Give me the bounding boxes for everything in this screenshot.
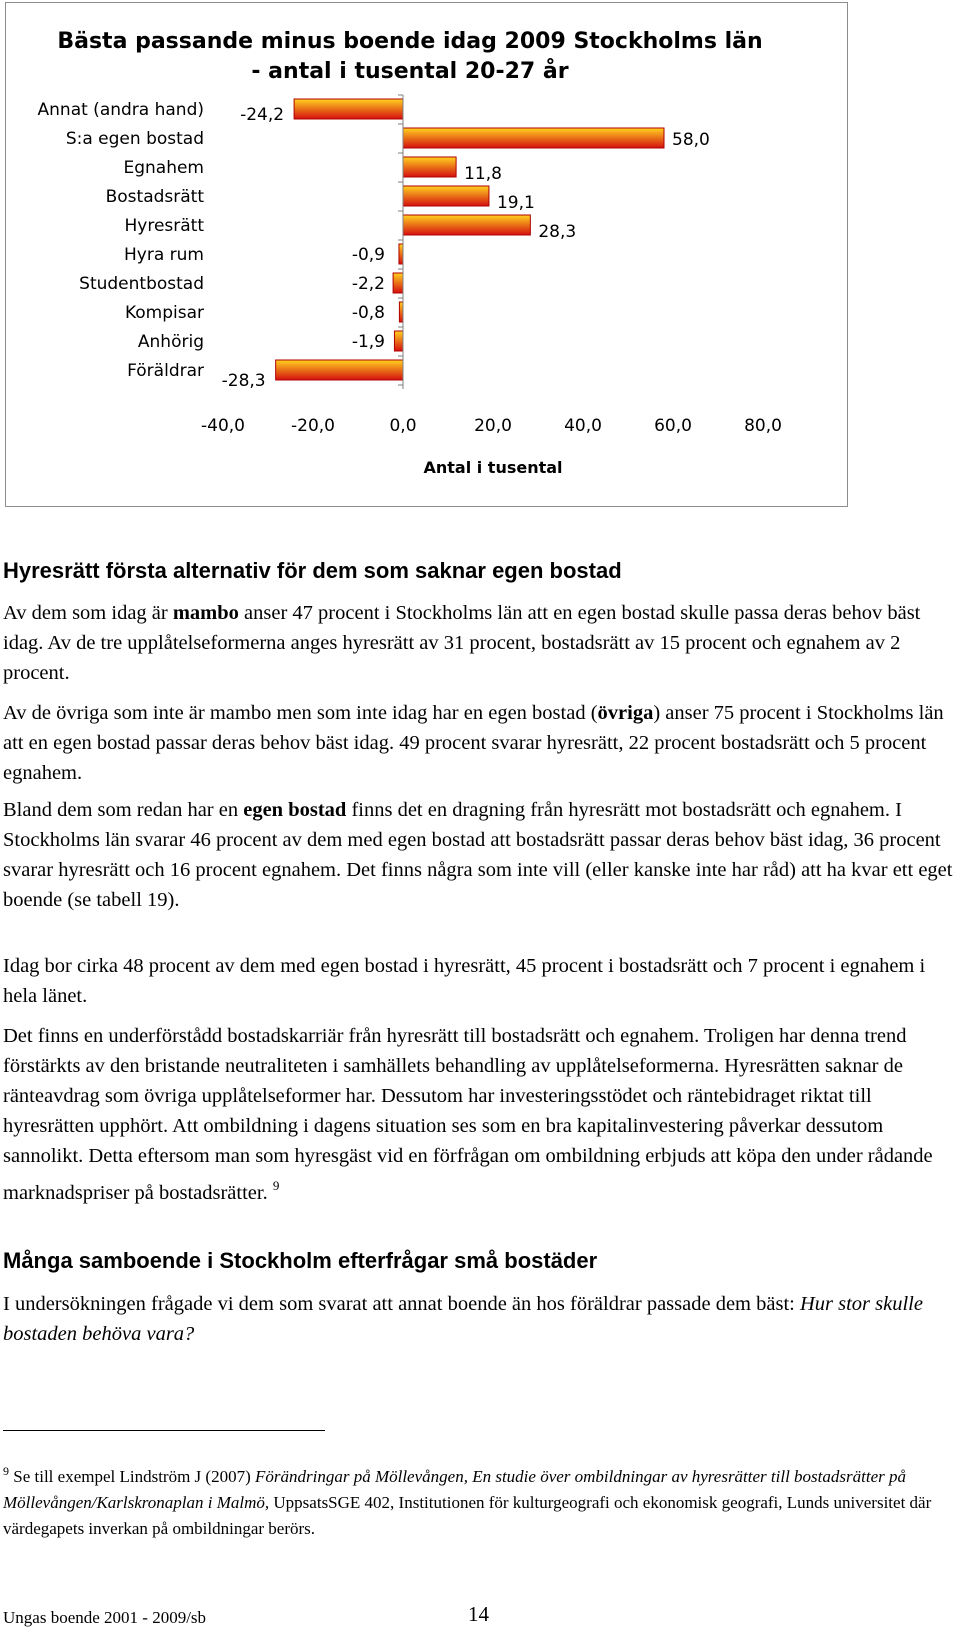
category-label-bostadsrätt: Bostadsrätt xyxy=(105,187,204,207)
x-tick-label: 80,0 xyxy=(744,416,782,436)
x-tick-label: -20,0 xyxy=(291,416,335,436)
bar-hyra-rum xyxy=(399,244,403,264)
paragraph-idag-bor: Idag bor cirka 48 procent av dem med egen bostad i hyresrätt, 45 procent i bostadsrätt och 7 procent i egnahem i hela länet. xyxy=(3,955,926,1007)
bar-s-a-egen-bostad xyxy=(403,128,664,148)
paragraph-bostadskarriar xyxy=(3,1021,958,1208)
bar-hyresrätt xyxy=(403,215,530,235)
p5-text-a: Det finns en underförstådd bostadskarriär från hyresrätt till bostadsrätt och egnahem. Troligen har denna trend förstärkts av den bristande neutraliteten i samhällets behandling av upplåtelseformerna. Hyresrätten saknar de ränteavdrag som övriga upplåtelseformer har. Dessutom har investeringsstödet och räntebidraget riktat till hyresrätten upphört. Att ombildning i dagens situation ses som en bra kapitalinvestering påverkar dessutom sannolikt. Detta eftersom man som hyresgäst vid en förfrågan om ombildning erbjuds att köpa den under rådande marknadspriser på bostadsrätter. xyxy=(3,1025,933,1204)
value-label-studentbostad: -2,2 xyxy=(351,274,385,294)
category-label-annat-andra-hand: Annat (andra hand) xyxy=(37,100,204,120)
x-tick-label: -40,0 xyxy=(201,416,245,436)
value-label-egnahem: 11,8 xyxy=(464,164,502,184)
category-label-föräldrar: Föräldrar xyxy=(127,361,204,381)
category-label-studentbostad: Studentbostad xyxy=(79,274,204,294)
paragraph-egen-bostad xyxy=(3,795,958,915)
x-axis-label: Antal i tusental xyxy=(423,458,563,477)
x-tick-label: 0,0 xyxy=(389,416,417,436)
category-label-anhörig: Anhörig xyxy=(137,332,204,352)
x-tick-label: 40,0 xyxy=(564,416,602,436)
p3-text-a: Bland dem som redan har en xyxy=(3,799,244,821)
footnote-text-a: Se till exempel Lindström J (2007) xyxy=(13,1467,255,1486)
footnote-italic: Förändringar på Möllevången, En studie över ombildningar av hyresrätter till bostadsrätter på Möllevången/Karlskronaplan i Malmö, xyxy=(3,1467,906,1512)
section-heading-hyresratt: Hyresrätt första alternativ för dem som saknar egen bostad xyxy=(3,558,622,583)
p1-text-a: Av dem som idag är xyxy=(3,602,173,624)
bar-bostadsrätt xyxy=(403,186,489,206)
footnote-ref-9[interactable]: 9 xyxy=(272,1178,280,1193)
p1-text-c: anser 47 procent i Stockholms län att en egen bostad skulle passa deras behov bäst idag. Av de tre upplåtelseformerna anges hyresrätt av 31 procent, bostadsrätt av 15 procent och egnahem av 2 procent. xyxy=(3,602,921,684)
p6-text-a: I undersökningen frågade vi dem som svarat att annat boende än hos föräldrar passade dem bäst: xyxy=(3,1293,800,1315)
chart-svg xyxy=(6,3,849,508)
footnote-number: 9 xyxy=(3,1464,9,1478)
category-label-hyresrätt: Hyresrätt xyxy=(124,216,204,236)
value-label-hyra-rum: -0,9 xyxy=(351,245,385,265)
bar-anhörig xyxy=(394,331,403,351)
footnote-text-c: UppsatsSGE 402, Institutionen för kulturgeografi och ekonomisk geografi, Lunds universitet där värdegapets inverkan på ombildningar berörs. xyxy=(3,1493,932,1538)
bars-layer xyxy=(276,99,664,380)
category-label-s-a-egen-bostad: S:a egen bostad xyxy=(65,129,204,149)
page-number: 14 xyxy=(468,1602,489,1626)
value-label-hyresrätt: 28,3 xyxy=(538,222,577,242)
value-label-anhörig: -1,9 xyxy=(351,332,385,352)
p6-italic: Hur stor skulle bostaden behöva vara? xyxy=(3,1293,923,1345)
bar-egnahem xyxy=(403,157,456,177)
paragraph-mambo xyxy=(3,598,958,688)
bar-föräldrar xyxy=(276,360,403,380)
value-label-kompisar: -0,8 xyxy=(351,303,385,323)
chart-subtitle: - antal i tusental 20-27 år xyxy=(251,59,569,84)
category-label-hyra-rum: Hyra rum xyxy=(124,245,204,265)
value-label-annat-andra-hand: -24,2 xyxy=(240,105,285,125)
chart-title: Bästa passande minus boende idag 2009 Stockholms län xyxy=(57,29,763,54)
footnote-separator xyxy=(3,1430,325,1431)
p3-bold: egen bostad xyxy=(243,799,347,821)
category-label-egnahem: Egnahem xyxy=(123,158,204,178)
value-label-bostadsrätt: 19,1 xyxy=(496,193,535,213)
section-heading-samboende: Många samboende i Stockholm efterfrågar små bostäder xyxy=(3,1248,598,1273)
x-tick-labels xyxy=(201,416,782,436)
paragraph-ovriga xyxy=(3,698,958,788)
x-tick-label: 60,0 xyxy=(654,416,692,436)
p2-text-c: ) anser 75 procent i Stockholms län att en egen bostad passar deras behov bäst idag. 49 procent svarar hyresrätt, 22 procent bostadsrätt och 5 procent egnahem. xyxy=(3,702,944,784)
category-label-kompisar: Kompisar xyxy=(124,303,204,323)
category-labels xyxy=(38,100,205,381)
bar-annat-andra-hand xyxy=(294,99,403,119)
p2-text-a: Av de övriga som inte är mambo men som inte idag har en egen bostad ( xyxy=(3,702,598,724)
x-tick-label: 20,0 xyxy=(474,416,512,436)
paragraph-undersokningen xyxy=(3,1289,958,1349)
p1-bold: mambo xyxy=(172,602,239,624)
bar-studentbostad xyxy=(393,273,403,293)
value-label-s-a-egen-bostad: 58,0 xyxy=(672,130,710,150)
value-label-föräldrar: -28,3 xyxy=(221,371,266,391)
bar-chart xyxy=(5,2,848,507)
footnote-9 xyxy=(3,1458,953,1542)
bar-kompisar xyxy=(399,302,403,322)
p2-bold: övriga xyxy=(597,702,654,724)
p3-text-c: finns det en dragning från hyresrätt mot bostadsrätt och egnahem. I Stockholms län svarar 46 procent av dem med egen bostad att bostadsrätt passar deras behov bäst idag, 36 procent svarar hyresrätt och 16 procent egnahem. Det finns några som inte vill (eller kanske inte har råd) att ha kvar ett eget boende (se tabell 19). xyxy=(3,799,953,911)
footer-doc-title: Ungas boende 2001 - 2009/sb xyxy=(3,1608,207,1627)
